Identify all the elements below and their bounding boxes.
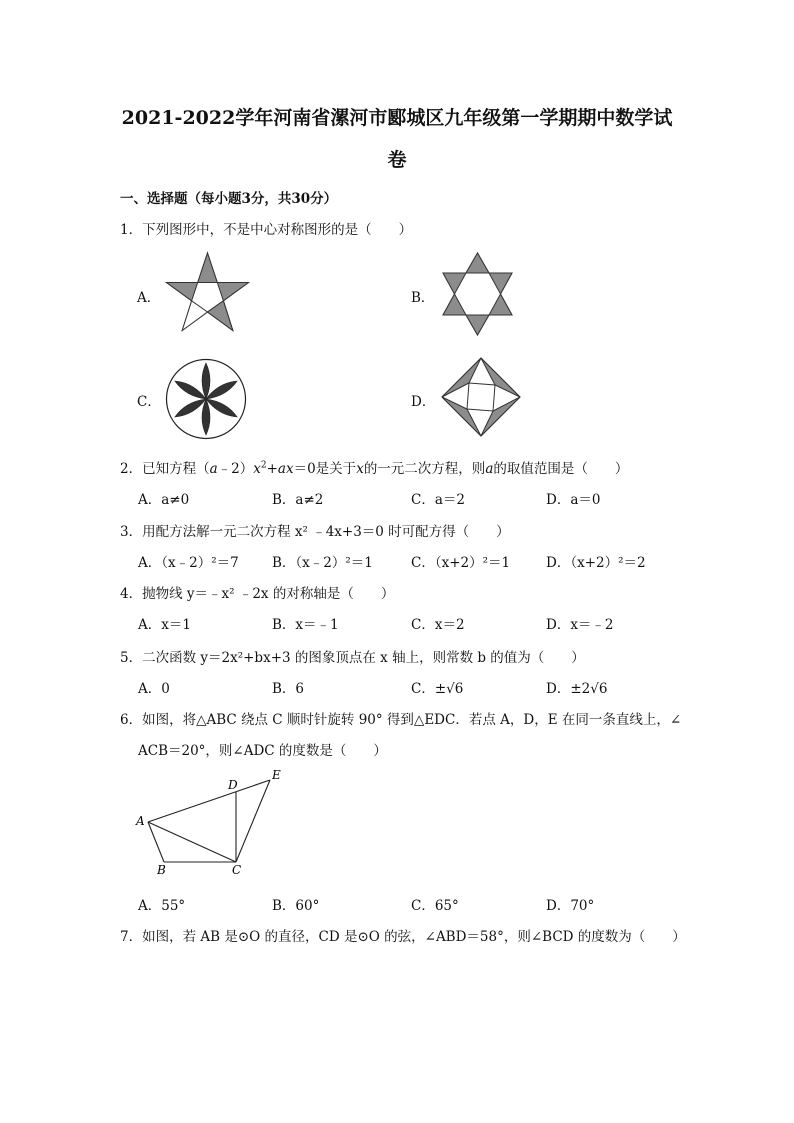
- q4-option-a: A．x＝1: [138, 617, 191, 633]
- q1-option-d-label: D．: [411, 394, 436, 410]
- q6-option-c: C．65°: [411, 898, 459, 914]
- q1-option-b-label: B．: [411, 290, 435, 306]
- fig-label-d: D: [228, 778, 238, 792]
- q1-star-figure: [165, 252, 250, 334]
- q6-option-b: B．60°: [272, 898, 320, 914]
- q3-option-d: D．（x+2）²＝2: [546, 555, 646, 571]
- question-4: 4．抛物线 y＝﹣x² ﹣2x 的对称轴是（ ）: [120, 586, 395, 602]
- question-6-line2: ACB＝20°，则∠ADC 的度数是（ ）: [138, 743, 387, 759]
- question-6-line1: 6．如图，将△ABC 绕点 C 顺时针旋转 90° 得到△EDC．若点 A，D，E 在同一条直线上，∠: [120, 712, 682, 728]
- fig-label-e: E: [272, 768, 281, 782]
- q2-option-d: D．a＝0: [546, 492, 601, 508]
- q4-option-b: B．x＝﹣1: [272, 617, 339, 633]
- q2-option-b: B．a≠2: [272, 492, 324, 508]
- question-1: 1．下列图形中，不是中心对称图形的是（ ）: [120, 222, 413, 238]
- q5-option-c: C．±√6: [411, 681, 464, 697]
- fig-label-c: C: [232, 863, 242, 877]
- q1-square-figure: [441, 357, 521, 437]
- fig-label-a: A: [136, 814, 145, 828]
- q4-option-d: D．x＝﹣2: [546, 617, 614, 633]
- page-title-line2: 卷: [387, 149, 407, 171]
- q1-option-a-label: A．: [137, 290, 161, 306]
- q3-option-b: B．（x﹣2）²＝1: [272, 555, 373, 571]
- q2-option-a: A．a≠0: [138, 492, 190, 508]
- q6-option-a: A．55°: [138, 898, 186, 914]
- fig-label-b: B: [157, 863, 166, 877]
- q5-option-a: A．0: [138, 681, 170, 697]
- q5-option-d: D．±2√6: [546, 681, 608, 697]
- question-5: 5．二次函数 y＝2x²+bx+3 的图象顶点在 x 轴上，则常数 b 的值为（ ）: [120, 650, 585, 666]
- q6-triangle-figure: [132, 766, 292, 878]
- q1-flower-figure: [165, 358, 247, 440]
- q3-option-a: A．（x﹣2）²＝7: [138, 555, 239, 571]
- question-3: 3．用配方法解一元二次方程 x² ﹣4x+3＝0 时可配方得（ ）: [120, 524, 510, 540]
- q6-option-d: D．70°: [546, 898, 595, 914]
- q1-option-c-label: C．: [137, 394, 161, 410]
- q5-option-b: B．6: [272, 681, 305, 697]
- question-7: 7．如图，若 AB 是⊙O 的直径，CD 是⊙O 的弦，∠ABD＝58°，则∠BCD 的度数为（ ）: [120, 929, 686, 945]
- q1-hexagram-figure: [440, 252, 515, 336]
- page-title-line1: 2021-2022学年河南省漯河市郾城区九年级第一学期期中数学试: [121, 107, 673, 129]
- question-2: 2．已知方程$(a﹣2)x^2+ax=0$是关于x的一元二次方程，则a的取值范围是（ ）: [120, 460, 629, 477]
- q4-option-c: C．x＝2: [411, 617, 465, 633]
- q3-option-c: C．（x+2）²＝1: [411, 555, 511, 571]
- q2-option-c: C．a＝2: [411, 492, 465, 508]
- section-heading: 一、选择题（每小题3分，共30分）: [120, 191, 338, 207]
